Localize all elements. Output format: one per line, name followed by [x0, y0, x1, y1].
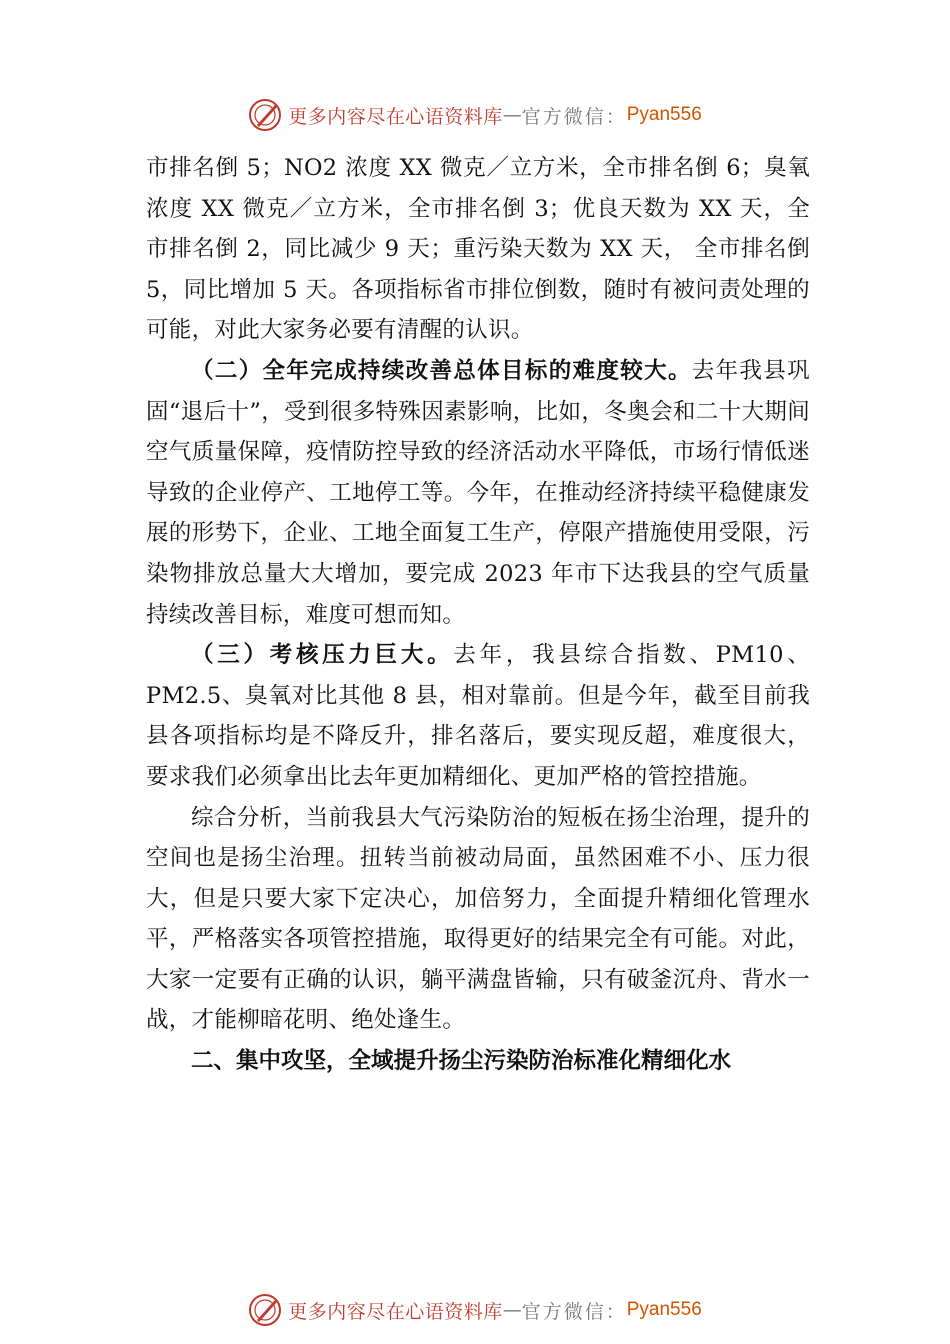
paragraph-4: 综合分析，当前我县大气污染防治的短板在扬尘治理，提升的空间也是扬尘治理。扭转当前被动局面，虽然困难不小、压力很大，但是只要大家下定决心，加倍努力，全面提升精细化管理水平，严格落实各项管控措施，取得更好的结果完全有可能。对此，大家一定要有正确的认识，躺平满盘皆输，只有破釜沉舟、背水一战，才能柳暗花明、绝处逢生。: [146, 804, 810, 1034]
watermark-text: 更多内容尽在心语资料库: [288, 105, 503, 128]
paragraph-2-body: 去年我县巩固“退后十”，受到很多特殊因素影响，比如，冬奥会和二十大期间空气质量保障，疫情防控导致的经济活动水平降低，市场行情低迷导致的企业停产、工地停工等。今年，在推动经济持续平稳健康发展的形势下，企业、工地全面复工生产，停限产措施使用受限，污染物排放总量大大增加，要完成 2023 年市下达我县的空气质量持续改善目标，难度可想而知。: [146, 357, 810, 628]
paragraph-1: 市排名倒 5；NO2 浓度 XX 微克／立方米，全市排名倒 6；臭氧浓度 XX 微克／立方米，全市排名倒 3；优良天数为 XX 天，全市排名倒 2，同比减少 9 天；重污染天数为 XX 天， 全市排名倒 5，同比增加 5 天。各项指标省市排位倒数，随时有被问责处理的可能，对此大家务必要有清醒的认识。: [146, 155, 810, 344]
watermark-header: [0, 95, 950, 135]
paragraph-3-body: 去年，我县综合指数、PM10、PM2.5、臭氧对比其他 8 县，相对靠前。但是今年，截至目前我县各项指标均是不降反升，排名落后，要实现反超，难度很大， 要求我们必须拿出比去年更加精细化、更加严格的管控措施。: [146, 642, 810, 790]
paragraph-2-lead: （二）全年完成持续改善总体目标的难度较大。: [191, 357, 692, 384]
watermark-label: 官方微信：: [521, 105, 627, 128]
paragraph-3: [146, 635, 810, 797]
section-heading-2: 二、集中攻坚，全域提升扬尘污染防治标准化精细化水: [191, 1048, 732, 1075]
watermark-wechat-id: Pyan556: [626, 104, 702, 125]
watermark-text: 更多内容尽在心语资料库: [288, 1300, 503, 1323]
document-body: [146, 148, 810, 1082]
watermark-label: 官方微信：: [521, 1300, 627, 1323]
pen-logo-icon: [248, 1293, 282, 1327]
watermark-wechat-id: Pyan556: [626, 1299, 702, 1320]
watermark-separator: —: [502, 104, 522, 126]
watermark-footer: [0, 1290, 950, 1330]
paragraph-3-lead: （三）考核压力巨大。: [191, 642, 454, 669]
pen-logo-icon: [248, 98, 282, 132]
paragraph-2: [146, 351, 810, 635]
watermark-separator: —: [502, 1299, 522, 1321]
